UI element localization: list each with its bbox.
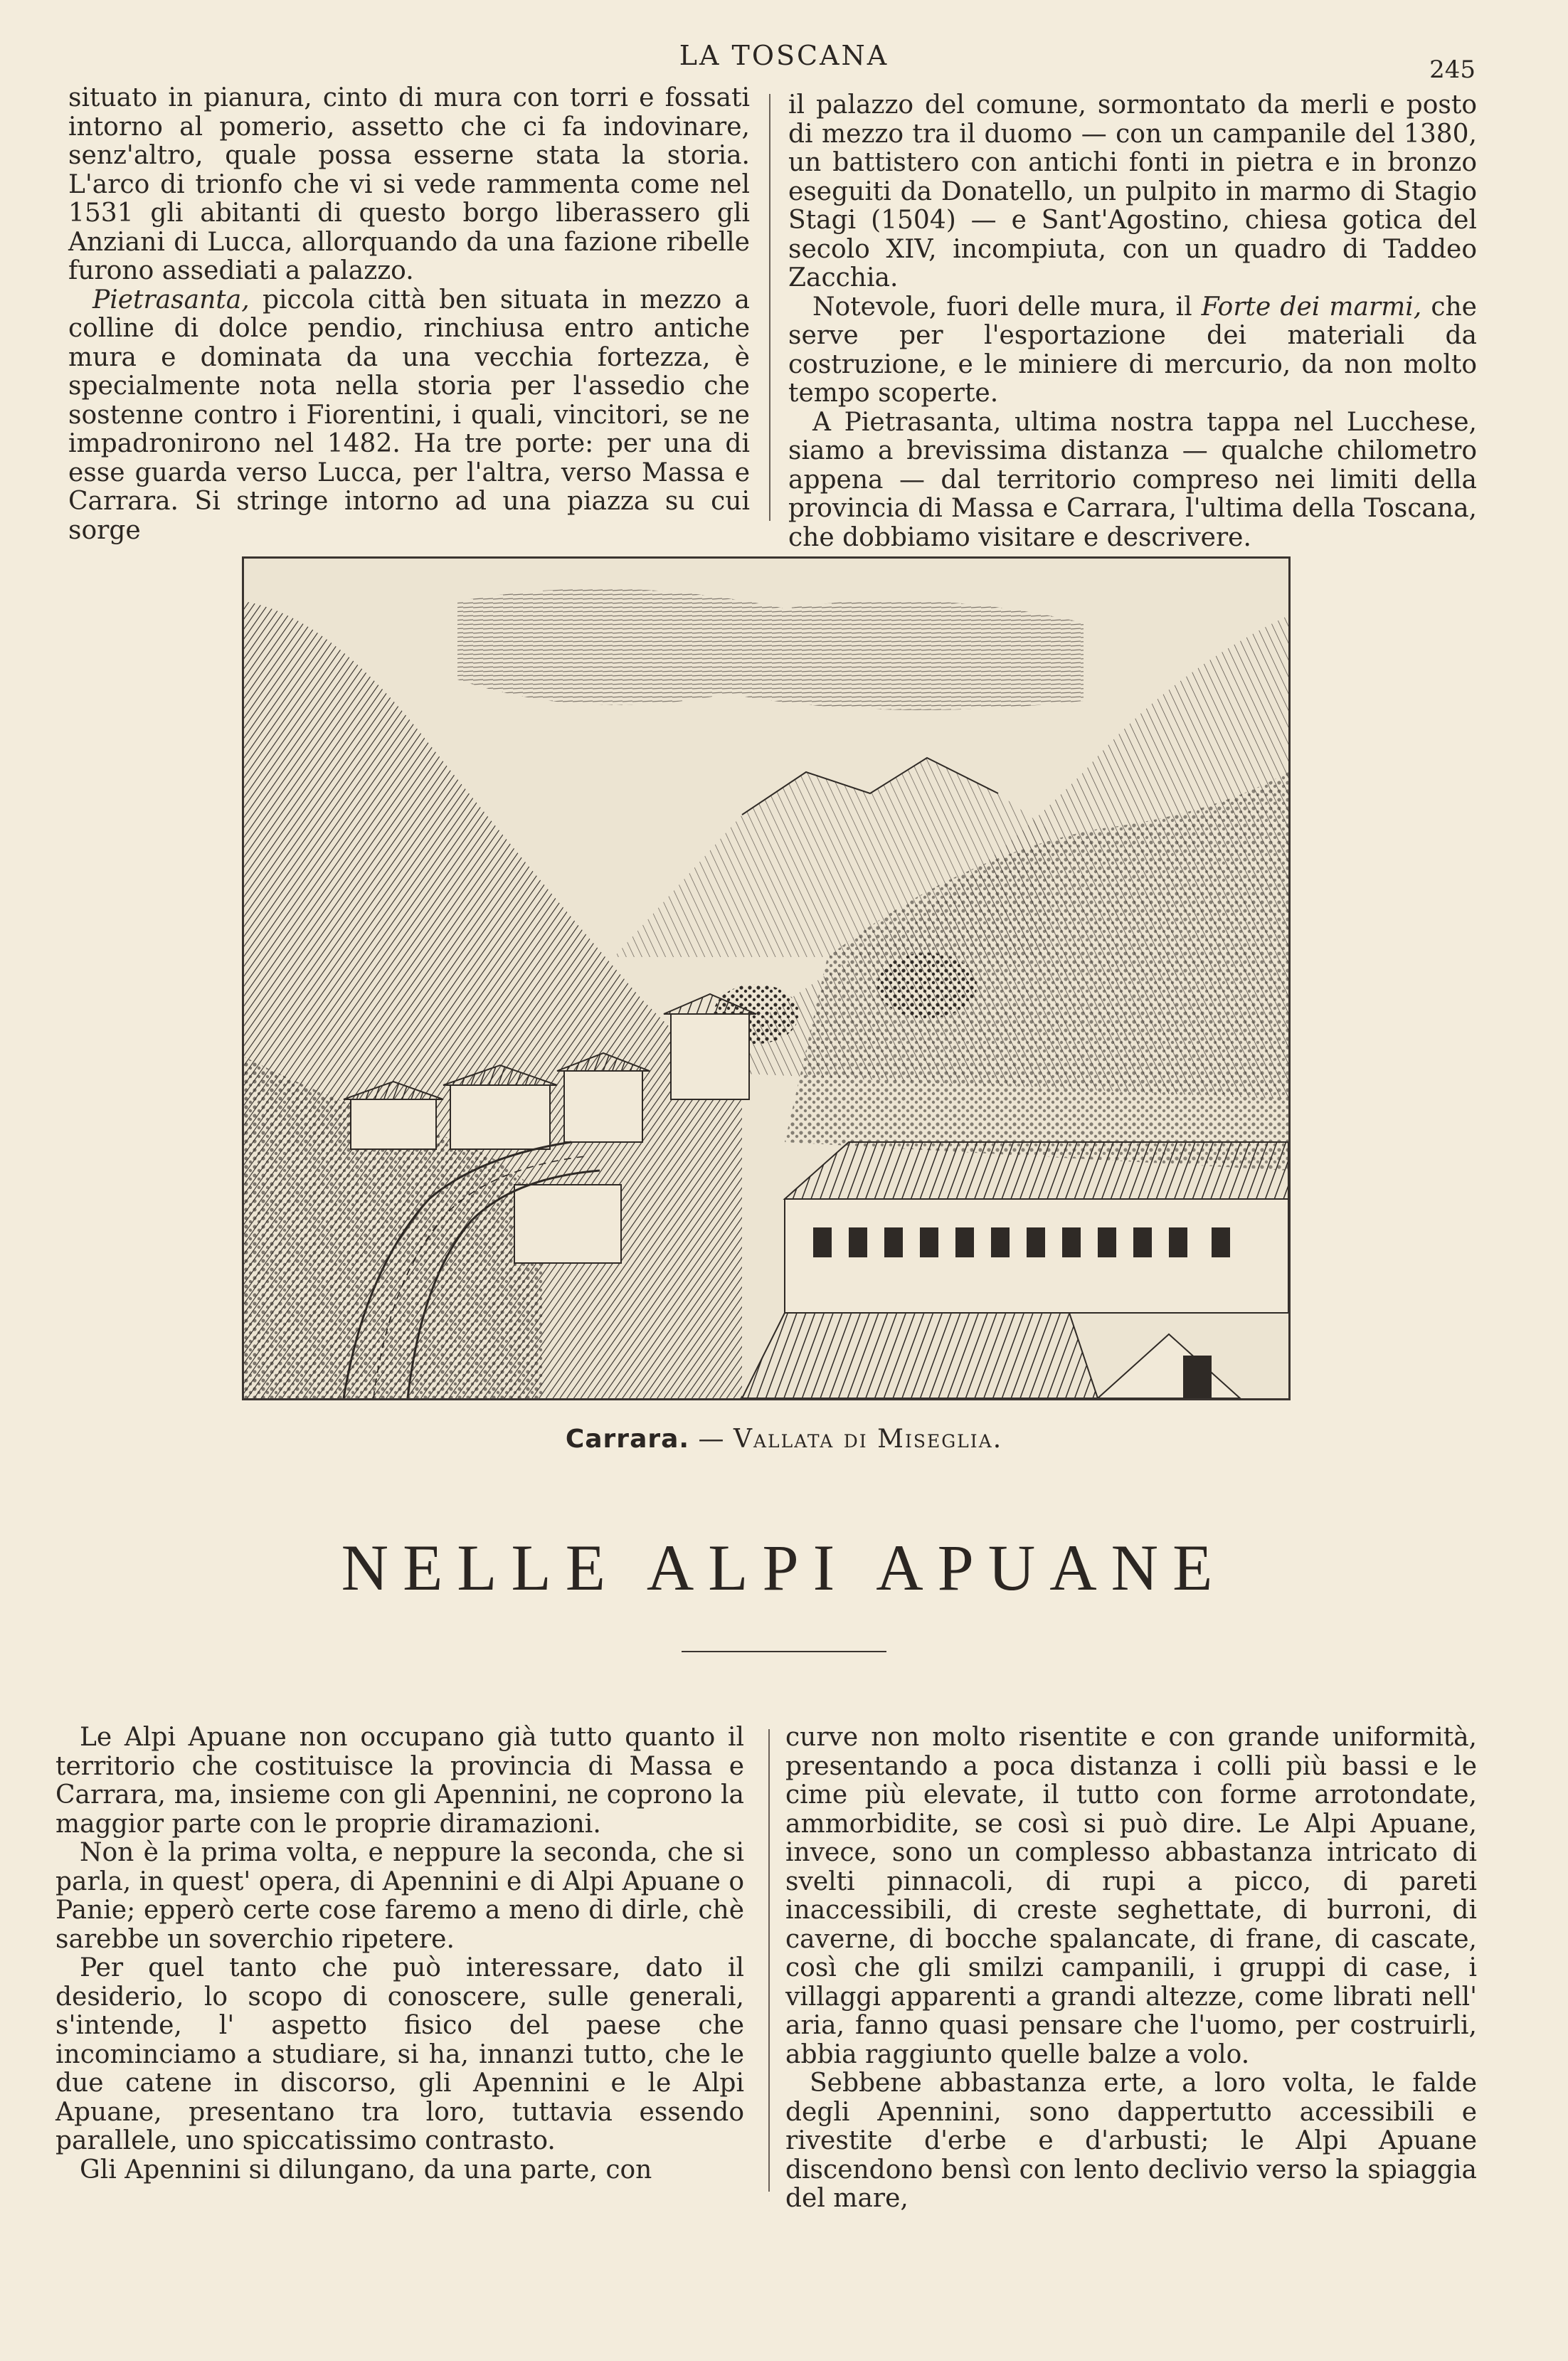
column-divider [769,94,770,521]
page-number: 245 [1429,56,1476,84]
paragraph: A Pietrasanta, ultima nostra tappa nel Lucchese, siamo a brevissima distanza — qualche chilometro appena — dal territorio compreso nei limiti della provincia di Massa e Carrara, l'ultima della Toscana, che dobbiamo visitare e descrivere. [788,407,1477,552]
paragraph: il palazzo del comune, sormontato da merli e posto di mezzo tra il duomo — con un campanile del 1380, un battistero con antichi fonti in pietra e in bronzo eseguiti da Donatello, un pulpito in marmo di Stagio Stagi (1504) — e Sant'Agostino, chiesa gotica del secolo XIV, incompiuta, con un quadro di Taddeo Zacchia. [788,90,1477,292]
paragraph-text: Notevole, fuori delle mura, il [812,292,1202,322]
paragraph-pietrasanta [68,286,750,546]
caption-dash: — [689,1425,733,1454]
page-header [0,37,1568,84]
heading-rule [682,1651,886,1652]
paragraph: Sebbene abbastanza erte, a loro volta, le falde degli Apennini, sono dappertutto accessibili e rivestite d'erbe e d'arbusti; le Alpi Apuane discendono bensì con lento declivio verso la spiaggia del mare, [785,2069,1477,2213]
bottom-left-column [55,1723,744,2293]
illustration-caption [0,1425,1568,1454]
top-left-column [68,83,750,545]
paragraph: Per quel tanto che può interessare, dato il desiderio, lo scopo di conoscere, sulle generali, s'intende, l' aspetto fisico del paese che incominciamo a studiare, si ha, innanzi tutto, che le due catene in discorso, gli Apennini e le Alpi Apuane, presentano tra loro, tuttavia essendo parallele, uno spiccatissimo contrasto. [55,1953,744,2155]
paragraph-text: che serve per l'esportazione dei materiali da costruzione, e le miniere di mercurio, da non molto tempo scoperte. [788,292,1477,408]
section-heading: NELLE ALPI APUANE [341,1531,1227,1604]
caption-place: Carrara. [565,1425,690,1454]
top-right-column [788,90,1477,552]
paragraph: curve non molto risentite e con grande uniformità, presentando a poca distanza i colli più bassi e le cime più elevate, il tutto con forme arrotondate, ammorbidite, se così si può dire. Le Alpi Apuane, invece, sono un complesso abbastanza intricato di svelti pinnacoli, di rupi a picco, di pareti inaccessibili, di creste seghettate, di burroni, di caverne, di bocche spalancate, di frane, di cascate, così che gli smilzi campanili, i gruppi di case, i villaggi apparenti a grandi altezze, come librati nell' aria, fanno quasi pensare che l'uomo, per costruirli, abbia raggiunto quelle balze a volo. [785,1723,1477,2069]
running-title: LA TOSCANA [679,40,889,71]
paragraph: Non è la prima volta, e neppure la seconda, che si parla, in quest' opera, di Apennini e di Alpi Apuane o Panie; epperò certe cose faremo a meno di dirle, chè sarebbe un soverchio ripetere. [55,1838,744,1954]
column-divider [768,1729,770,2192]
bottom-right-column [785,1723,1477,2293]
engraving-carrara-valley [242,556,1291,1400]
paragraph: Le Alpi Apuane non occupano già tutto quanto il territorio che costituisce la provincia di Massa e Carrara, ma, insieme con gli Apennini, ne coprono la maggior parte con le proprie diramazioni. [55,1723,744,1839]
paragraph-forte [788,293,1477,408]
italic-term: Forte dei marmi, [1201,292,1422,322]
paragraph: situato in pianura, cinto di mura con torri e fossati intorno al pomerio, assetto che ci fa indovinare, senz'altro, quale possa esserne stata la storia. L'arco di trionfo che vi si vede rammenta come nel 1531 gli abitanti di questo borgo liberassero gli Anziani di Lucca, allorquando da una fazione ribelle furono assediati a palazzo. [68,83,750,285]
italic-term: Pietrasanta, [92,285,250,315]
paragraph: Gli Apennini si dilungano, da una parte, con [80,2155,652,2185]
caption-subject: Vallata di Miseglia. [733,1425,1003,1454]
engraving-drawing [244,559,1288,1398]
paragraph-text: piccola città ben situata in mezzo a colline di dolce pendio, rinchiusa entro antiche mura e dominata da una vecchia fortezza, è specialmente nota nella storia per l'assedio che sostenne contro i Fiorentini, i quali, vincitori, se ne impadronirono nel 1482. Ha tre porte: per una di esse guarda verso Lucca, per l'altra, verso Massa e Carrara. Si stringe intorno ad una piazza su cui sorge [68,285,750,545]
